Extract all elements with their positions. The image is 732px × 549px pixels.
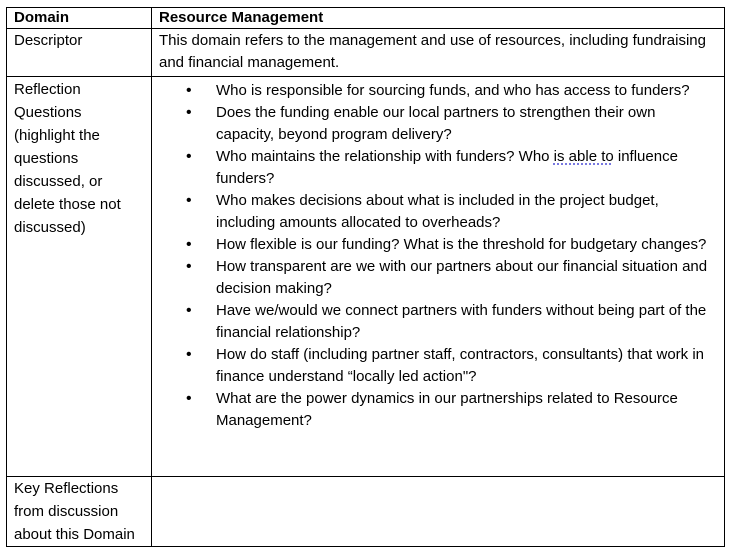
reflection-questions-cell[interactable]	[152, 77, 725, 477]
question-text: influence funders?	[216, 148, 678, 187]
question-item[interactable]: • Who makes decisions about what is included in the project budget, including amounts allocated to overheads?	[216, 190, 717, 234]
questions-list	[159, 80, 717, 432]
question-item[interactable]: • Have we/would we connect partners with funders without being part of the financial relationship?	[216, 300, 717, 344]
question-item[interactable]: • Who is responsible for sourcing funds, and who has access to funders?	[216, 80, 717, 102]
key-reflections-label: Key Reflections from discussion about this Domain	[7, 477, 152, 547]
domain-table	[6, 7, 725, 547]
question-item[interactable]: • How transparent are we with our partners about our financial situation and decision making?	[216, 256, 717, 300]
descriptor-label: Descriptor	[7, 29, 152, 77]
descriptor-row	[7, 29, 725, 77]
question-item[interactable]: • How flexible is our funding? What is the threshold for budgetary changes?	[216, 234, 717, 256]
key-reflections-row	[7, 477, 725, 547]
question-item[interactable]: • Does the funding enable our local partners to strengthen their own capacity, beyond program delivery?	[216, 102, 717, 146]
descriptor-text[interactable]: This domain refers to the management and use of resources, including fundraising and financial management.	[152, 29, 725, 77]
domain-label: Domain	[7, 8, 152, 29]
question-item[interactable]: • What are the power dynamics in our partnerships related to Resource Management?	[216, 388, 717, 432]
domain-value[interactable]: Resource Management	[152, 8, 725, 29]
question-text: Who maintains the relationship with funders? Who	[216, 148, 554, 165]
key-reflections-input[interactable]	[152, 477, 725, 547]
question-item[interactable]: • How do staff (including partner staff, contractors, consultants) that work in finance understand “locally led action"?	[216, 344, 717, 388]
header-row	[7, 8, 725, 29]
grammar-suggestion-underline[interactable]: is able to	[553, 148, 614, 165]
reflection-row	[7, 77, 725, 477]
reflection-label: Reflection Questions (highlight the questions discussed, or delete those not discussed)	[7, 77, 152, 477]
question-item[interactable]	[216, 146, 717, 190]
